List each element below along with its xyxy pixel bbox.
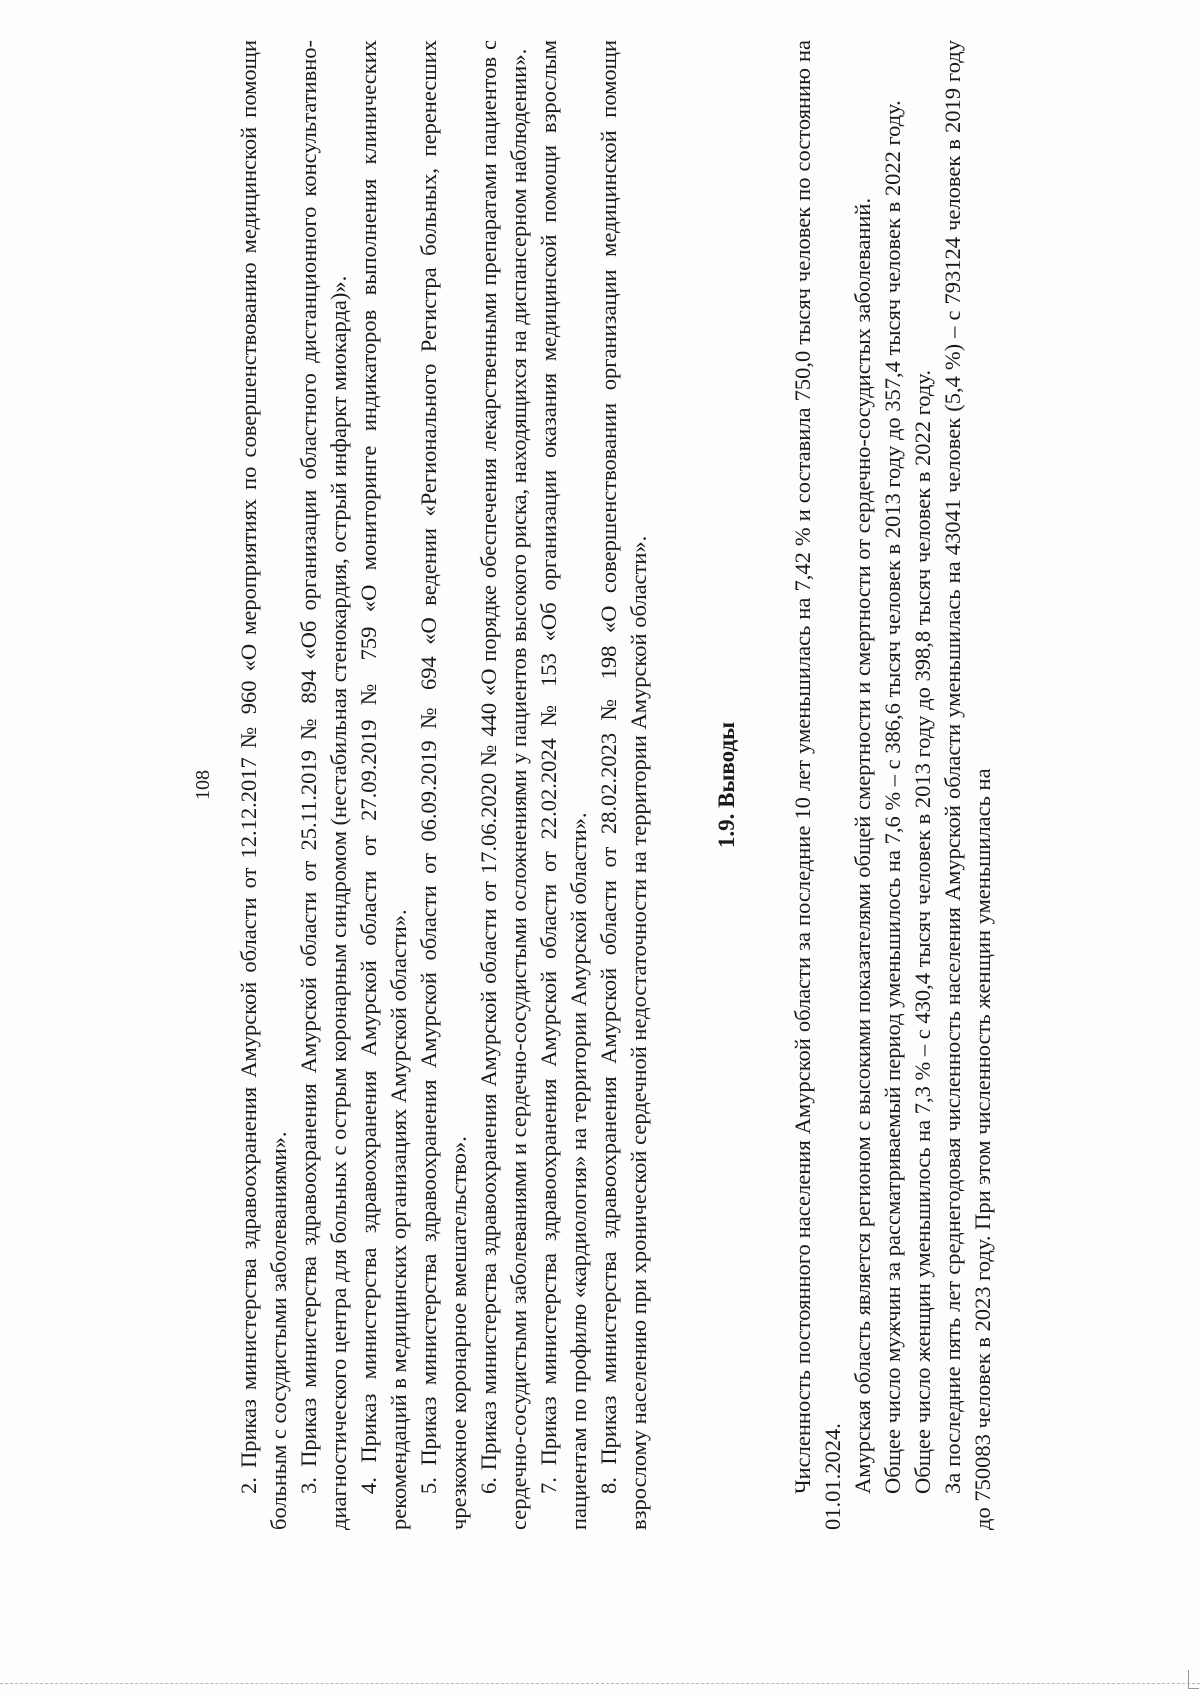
conclusion-paragraph-1: Численность постоянного населения Амурской области за последние 10 лет уменьшилась на 7,42 % и составила 750,0 тысяч человек по состоянию на 01.01.2024.: [790, 40, 845, 1530]
conclusion-paragraph-2: Амурская область является регионом с высокими показателями общей смертности и смертности от сердечно-сосудистых заболеваний.: [850, 197, 875, 1494]
order-item-7: 7. Приказ министерства здравоохранения Амурской области от 22.02.2024 № 153 «Об организации оказания медицинской помощи взрослым пациентам по профилю «кардиология» на территории Амурской области».: [536, 40, 591, 1530]
rotated-text-block: [190, 40, 1090, 1530]
order-item-6: 6. Приказ министерства здравоохранения Амурской области от 17.06.2020 № 440 «О порядке обеспечения лекарственными препаратами пациентов с сердечно-сосудистыми заболеваниями и сердечно-сосудистыми осложнениями у пациентов высокого риска, находящихся на диспансерном наблюдении».: [476, 40, 531, 1530]
page-number: 108: [192, 770, 214, 800]
conclusion-paragraph-4: Общее число женщин уменьшилось на 7,3 % – с 430,4 тысяч человек в 2013 году до 398,8 тысяч человек в 2022 году.: [910, 370, 935, 1494]
order-item-8: 8. Приказ министерства здравоохранения Амурской области от 28.02.2023 № 198 «О совершенствовании организации медицинской помощи взрослому населению при хронической сердечной недостаточности на территории Амурской области».: [596, 40, 651, 1530]
scan-corner-mark: [1188, 1670, 1199, 1689]
order-item-4: 4. Приказ министерства здравоохранения Амурской области от 27.09.2019 № 759 «О мониторинге индикаторов выполнения клинических рекомендаций в медицинских организациях Амурской области».: [356, 40, 411, 1530]
section-title: 1.9. Выводы: [714, 721, 739, 849]
scan-bottom-edge: [0, 1683, 1200, 1684]
conclusion-paragraph-3: Общее число мужчин за рассматриваемый период уменьшилось на 7,6 % – с 386,6 тысяч человек в 2013 году до 357,4 тысяч человек в 2022 году.: [880, 100, 905, 1494]
order-item-2: 2. Приказ министерства здравоохранения Амурской области от 12.12.2017 № 960 «О мероприятиях по совершенствованию медицинской помощи больным с сосудистыми заболеваниями».: [236, 40, 291, 1530]
order-item-3: 3. Приказ министерства здравоохранения Амурской области от 25.11.2019 № 894 «Об организации областного дистанционного консультативно-диагностического центра для больных с острым коронарным синдромом (нестабильная стенокардия, острый инфаркт миокарда)».: [296, 40, 351, 1530]
order-item-5: 5. Приказ министерства здравоохранения Амурской области от 06.09.2019 № 694 «О ведении «Регионального Регистра больных, перенесших чрезкожное коронарное вмешательство».: [416, 40, 471, 1530]
conclusion-paragraph-5: За последние пять лет среднегодовая численность населения Амурской области уменьшилась на 43041 человек (5,4 %) – с 793124 человек в 2019 году до 750083 человек в 2023 году. При этом численность женщин уменьшилась на: [940, 40, 995, 1530]
